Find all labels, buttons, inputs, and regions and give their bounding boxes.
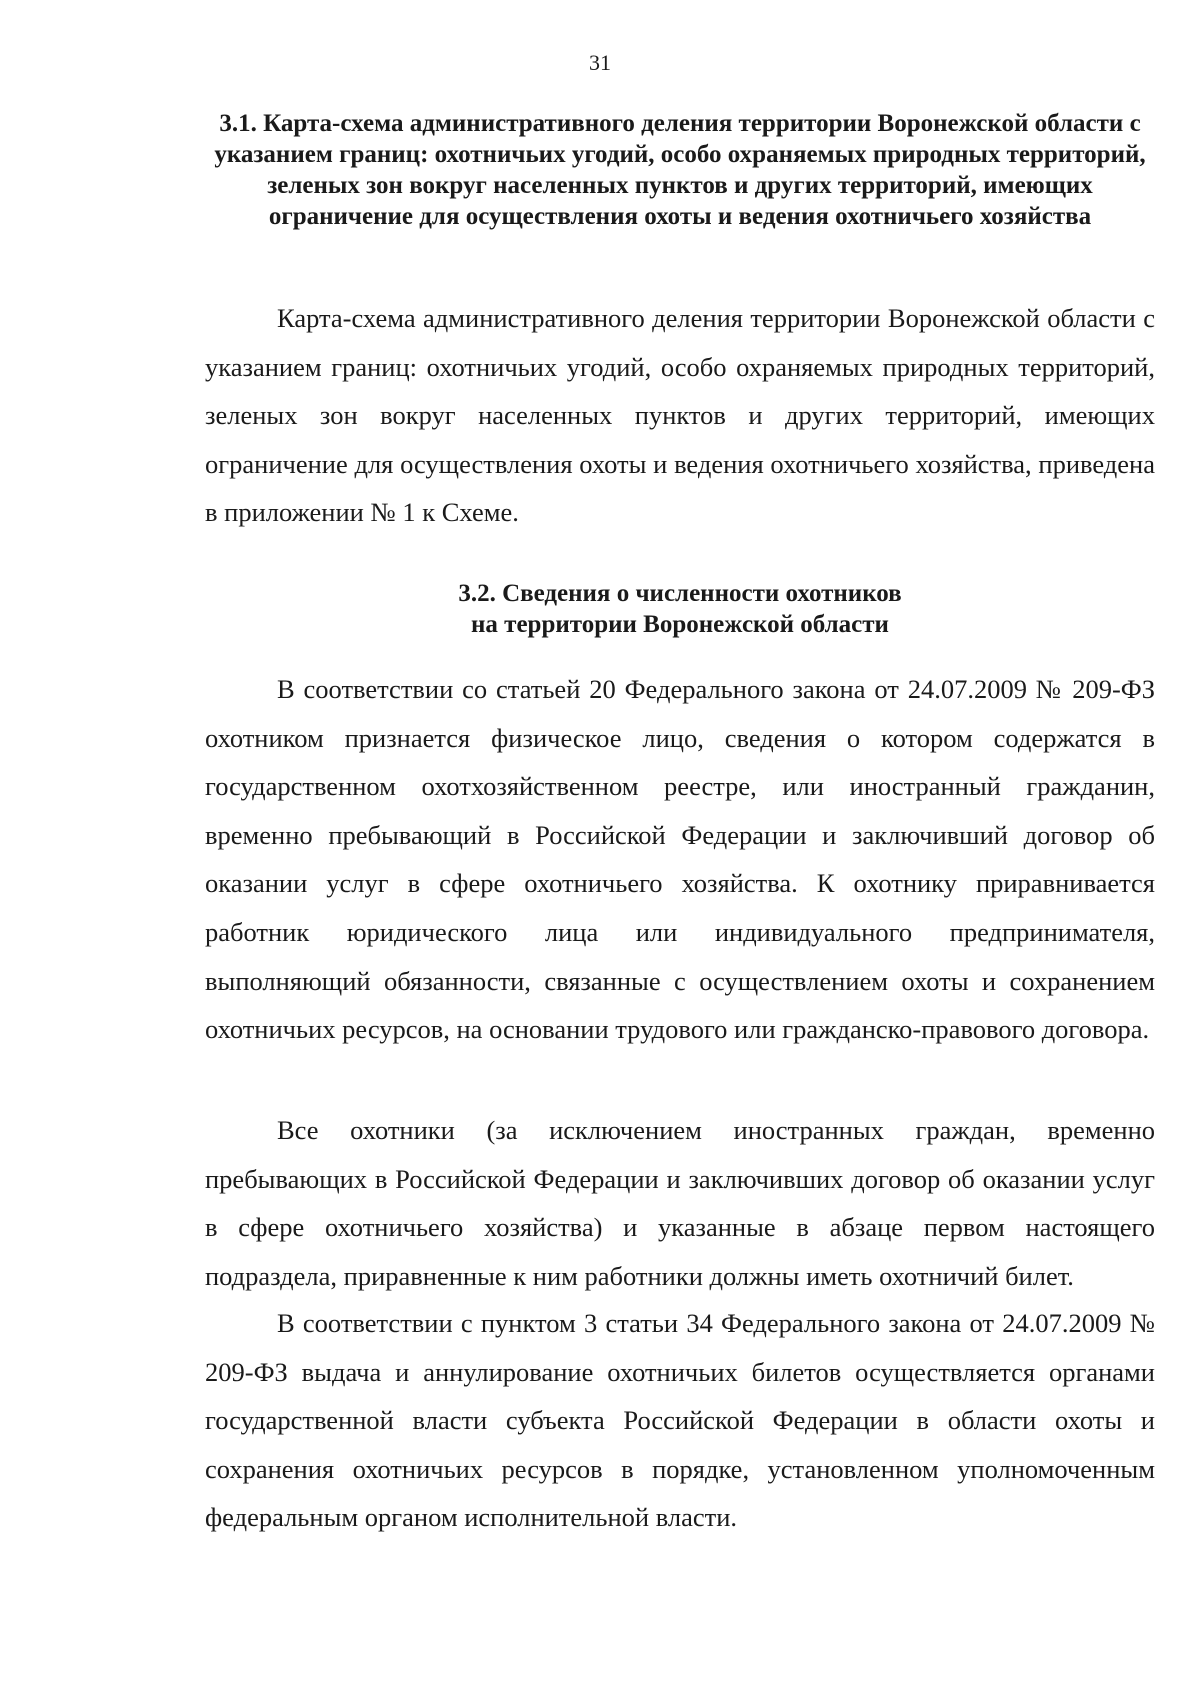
section-3-2-paragraph-3: В соответствии с пунктом 3 статьи 34 Федерального закона от 24.07.2009 № 209-ФЗ выдача и аннулирование охотничьих билетов осуществляется органами государственной власти субъекта Российской Федерации в области охоты и сохранения охотничьих ресурсов в порядке, установленном уполномоченным федеральным органом исполнительной власти.: [205, 1308, 1155, 1533]
section-3-2-paragraph-2: Все охотники (за исключением иностранных граждан, временно пребывающих в Российской Федерации и заключивших договор об оказании услуг в сфере охотничьего хозяйства) и указанные в абзаце первом настоящего подраздела, приравненные к ним работники должны иметь охотничий билет.: [205, 1115, 1155, 1291]
section-3-1-heading: 3.1. Карта-схема административного деления территории Воронежской области с указанием границ: охотничьих угодий, особо охраняемых природных территорий, зеленых зон вокруг населенных пунктов и других территорий, имеющих ограничение для осуществления охоты и ведения охотничьего хозяйства: [214, 110, 1146, 230]
section-3-1-paragraph: Карта-схема административного деления территории Воронежской области с указанием границ: охотничьих угодий, особо охраняемых природных территорий, зеленых зон вокруг населенных пунктов и других территорий, имеющих ограничение для осуществления охоты и ведения охотничьего хозяйства, приведена в приложении № 1 к Схеме.: [205, 303, 1155, 528]
page-number: 31: [589, 50, 611, 75]
section-3-2-heading-line-1: 3.2. Сведения о численности охотников: [458, 580, 902, 607]
section-3-2-paragraph-1: В соответствии со статьей 20 Федерального закона от 24.07.2009 № 209-ФЗ охотником признается физическое лицо, сведения о котором содержатся в государственном охотхозяйственном реестре, или иностранный гражданин, временно пребывающий в Российской Федерации и заключивший договор об оказании услуг в сфере охотничьего хозяйства. К охотнику приравнивается работник юридического лица или индивидуального предпринимателя, выполняющий обязанности, связанные с осуществлением охоты и сохранением охотничьих ресурсов, на основании трудового или гражданско-правового договора.: [205, 674, 1155, 1045]
section-3-2-heading: [205, 578, 1155, 640]
section-3-2-heading-line-2: на территории Воронежской области: [471, 611, 889, 638]
